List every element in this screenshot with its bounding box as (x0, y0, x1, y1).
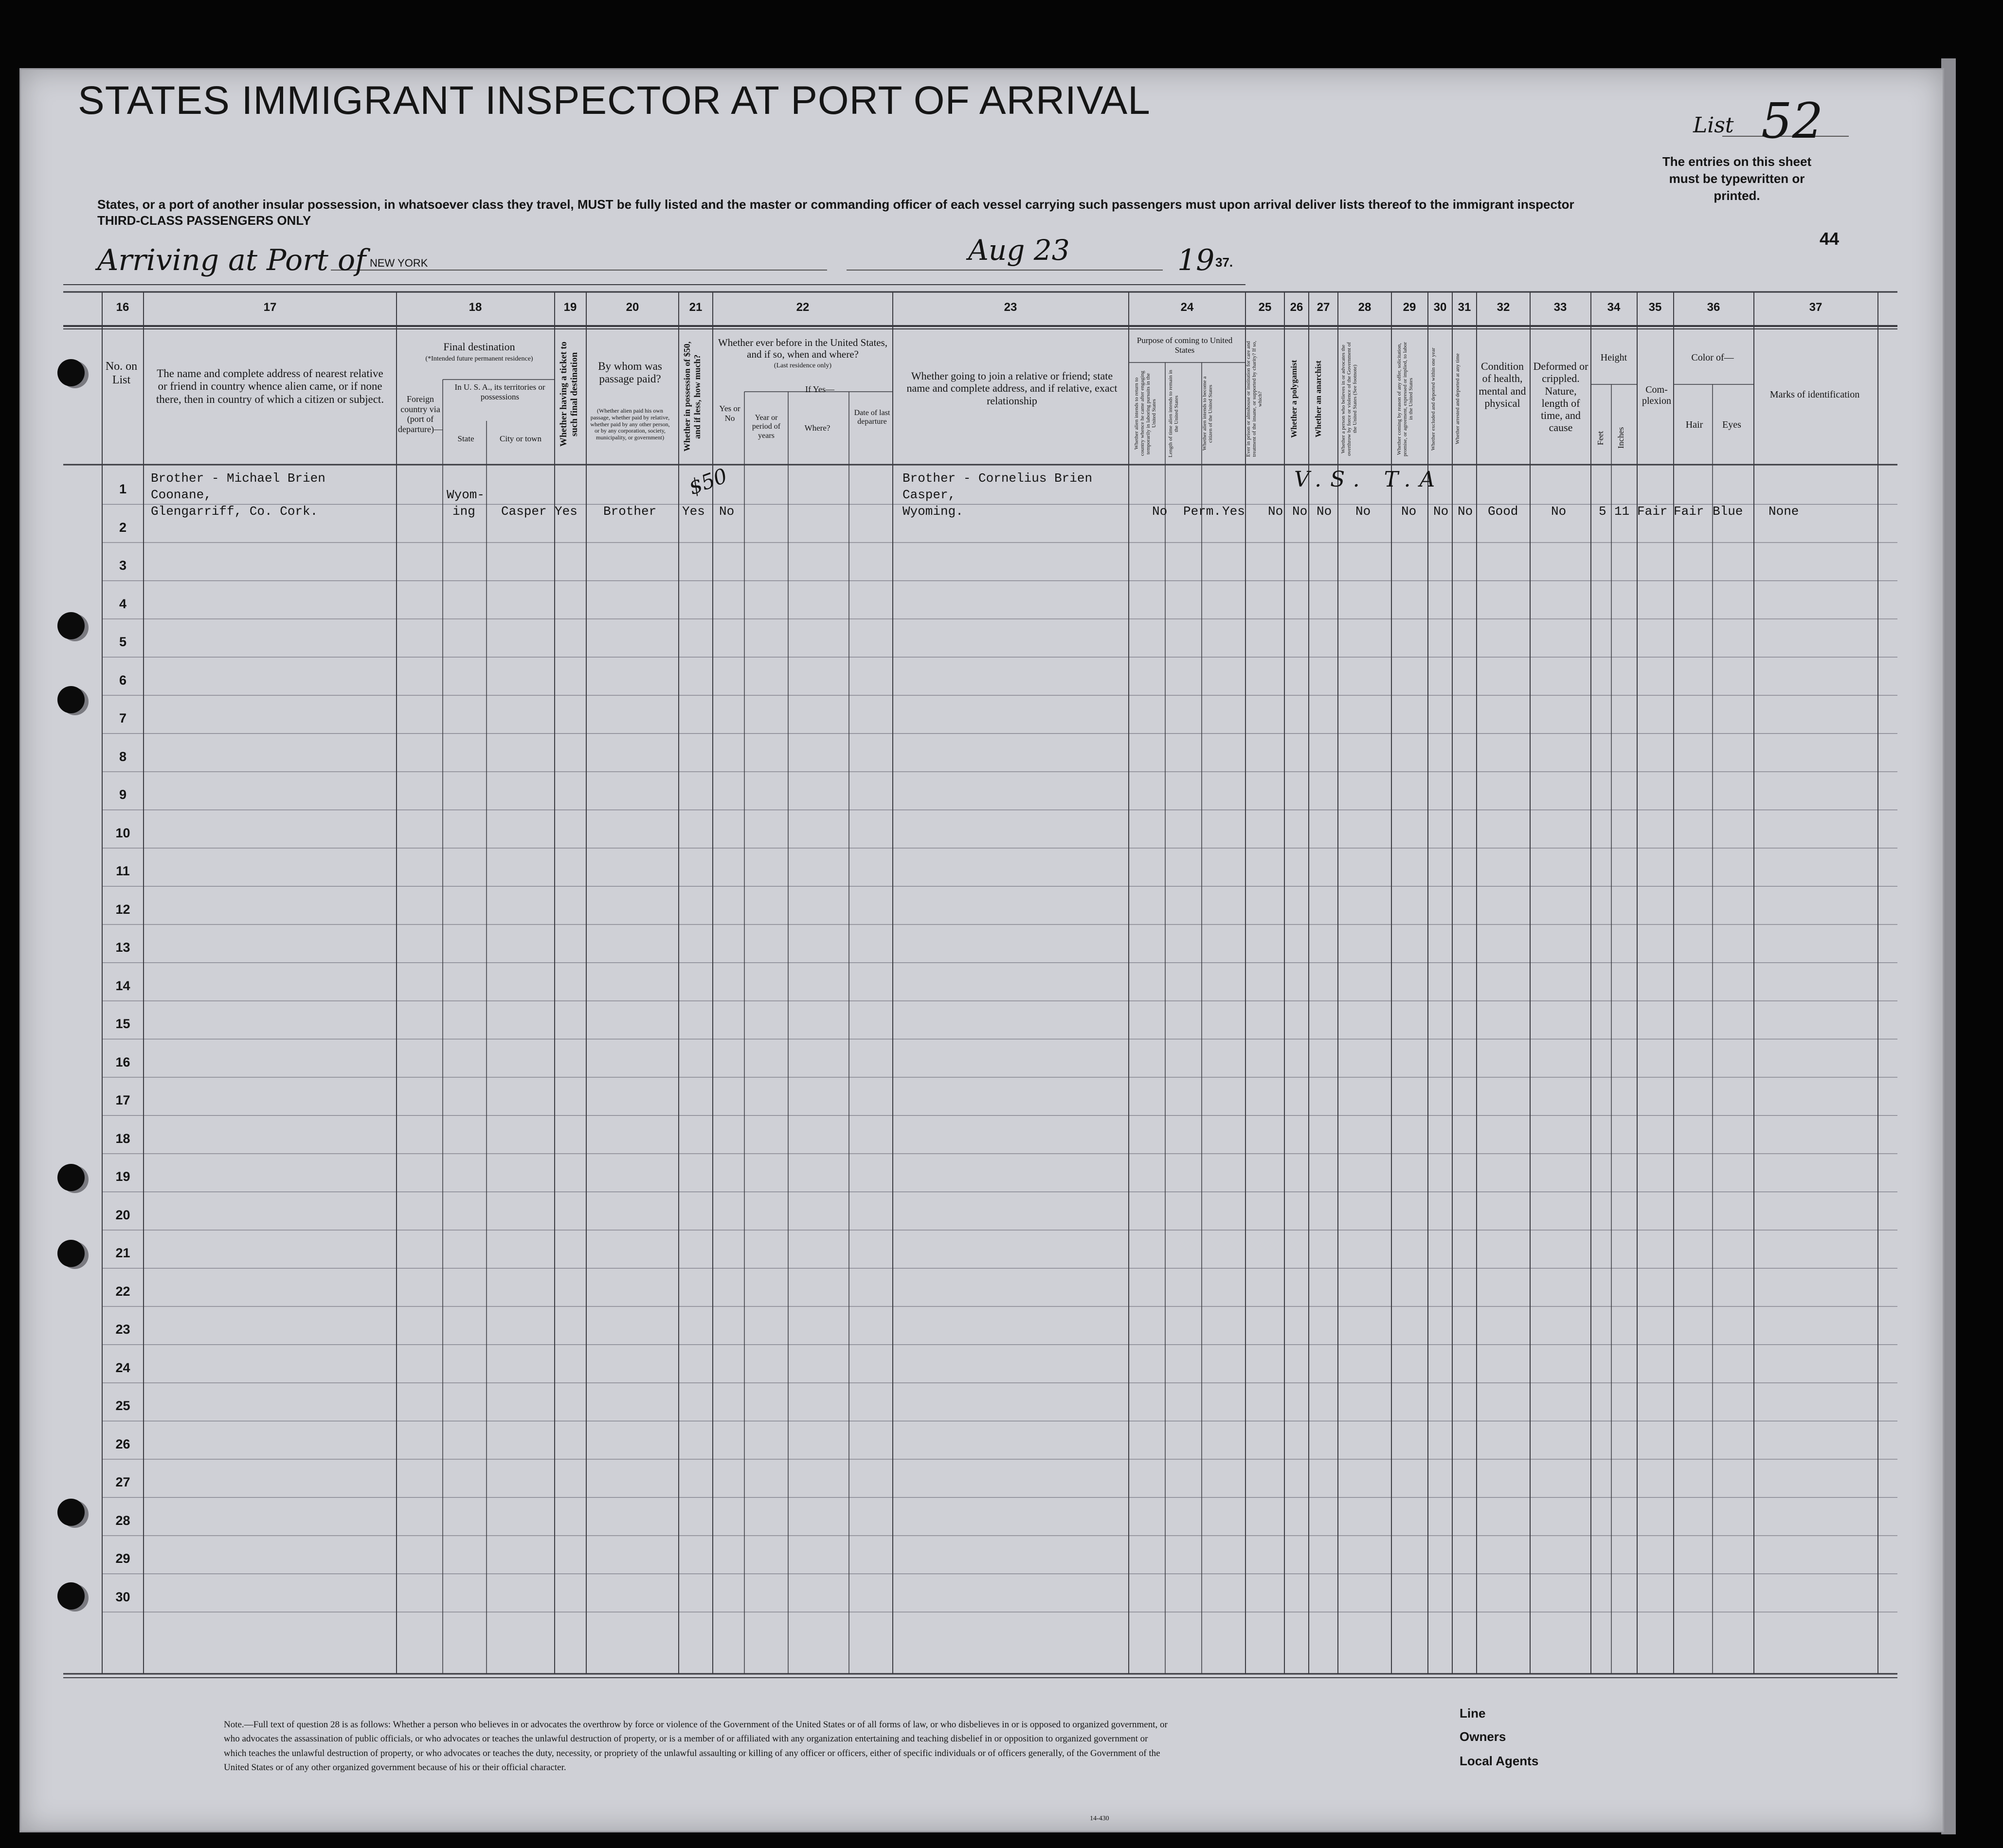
row1-state-line1: Wyom- (447, 488, 485, 502)
row1-city: Casper (501, 504, 547, 519)
row-number: 30 (115, 1589, 130, 1604)
column-number: 20 (626, 301, 639, 314)
row1-relative-line3: Glengarriff, Co. Cork. (151, 504, 318, 519)
column-number: 30 (1433, 301, 1447, 314)
row-number: 9 (119, 787, 127, 802)
column-number: 24 (1180, 301, 1194, 314)
column-number: 29 (1403, 301, 1416, 314)
punch-hole (57, 612, 85, 639)
column-number: 28 (1358, 301, 1371, 314)
row1-join-line2: Casper, (902, 488, 956, 502)
header-state: State (457, 434, 474, 443)
header-year-period: Year or period of years (752, 414, 781, 440)
row-number: 29 (115, 1551, 130, 1566)
header-q28: Whether a person who believes in or advocates the overthrow by force or violence of the Government of the United States (See footnote) (1340, 342, 1358, 456)
row1-relative-line1: Brother - Michael Brien (151, 471, 325, 486)
header-relative-abroad: The name and complete address of nearest relative or friend in country whence alien came, or if none there, then in country of which a citizen or subject. (156, 367, 384, 405)
header-condition: Condition of health, mental and physical (1479, 360, 1526, 409)
agents-label: Local Agents (1460, 1754, 1539, 1768)
header-ever-before-note: (Last residence only) (774, 362, 832, 369)
form-number: 14-430 (1090, 1815, 1109, 1822)
header-foreign-country: Foreign country via (port of departure)— (398, 394, 443, 435)
row-number: 27 (115, 1475, 130, 1489)
header-ever-before: Whether ever before in the United States, and if so, when and where? (718, 337, 888, 361)
row-number: 19 (115, 1169, 130, 1184)
row1-citizen: Yes (1222, 504, 1245, 519)
row1-anarchist: No (1317, 504, 1332, 519)
row1-ever-before: No (719, 504, 735, 519)
row1-q31: No (1458, 504, 1473, 519)
row1-q30: No (1433, 504, 1449, 519)
column-number: 34 (1607, 301, 1621, 314)
header-q29: Whether coming by reason of any offer, solicitation, promise, or agreement, expressed or implied, to labor in the United States (1396, 342, 1414, 456)
header-where: Where? (804, 423, 830, 433)
row1-eyes: Blue (1713, 504, 1743, 519)
arriving-label: Arriving at Port of (97, 243, 366, 277)
year-suffix: 37. (1215, 255, 1233, 270)
header-q30: Whether excluded and deported within one year (1430, 347, 1436, 451)
header-inches: Inches (1616, 427, 1625, 449)
header-feet: Feet (1596, 431, 1605, 445)
header-yes-no: Yes or No (719, 404, 740, 423)
header-joining: Whether going to join a relative or friend; state name and complete address, and if relative, exact relationship (906, 370, 1118, 407)
header-height: Height (1600, 352, 1627, 363)
row1-state-line2: ing (452, 504, 475, 519)
row-number: 28 (115, 1513, 130, 1528)
row-number: 21 (115, 1246, 130, 1260)
header-usa: In U. S. A., its territories or possessions (454, 382, 545, 401)
line-label: Line (1460, 1706, 1486, 1721)
row-number: 4 (119, 596, 127, 611)
row1-money-note: $50 (686, 463, 731, 500)
row-number: 13 (115, 940, 130, 955)
row-number: 17 (115, 1093, 130, 1107)
row-number: 24 (115, 1360, 130, 1375)
header-passage-paid: By whom was passage paid? (598, 360, 662, 385)
header-polygamist: Whether a polygamist (1289, 360, 1299, 438)
punch-hole (57, 1164, 85, 1191)
header-purpose-c: Whether alien intends to become a citizen of the United States (1202, 376, 1213, 451)
port-value: NEW YORK (370, 257, 428, 269)
row-number: 25 (115, 1398, 130, 1413)
header-city: City or town (500, 434, 541, 443)
column-number: 35 (1648, 301, 1662, 314)
row-number: 8 (119, 749, 127, 764)
row1-join-line1: Brother - Cornelius Brien (902, 471, 1093, 486)
header-eyes: Eyes (1722, 419, 1741, 430)
column-number: 27 (1317, 301, 1330, 314)
row1-marks: None (1768, 504, 1799, 519)
header-passage-paid-note: (Whether alien paid his own passage, whether paid by relative, whether paid by any other person, or by any corporation, society, municipality, or government) (590, 407, 670, 441)
row-number: 20 (115, 1207, 130, 1222)
row-number: 7 (119, 711, 127, 725)
subtitle-line: States, or a port of another insular possession, in whatsoever class they travel, MUST be fully listed and the master or commanding officer of each vessel carrying such passengers must upon arrival deliver lists thereof to the immigrant inspector (97, 197, 1574, 212)
row1-relative-line2: Coonane, (151, 488, 212, 502)
footnote-q28: Note.—Full text of question 28 is as follows: Whether a person who believes in or advocates the overthrow by force or violence of the Government of the United States or of all forms of law, or who disbelieves in or is opposed to organized government, or who advocates the assassination of public officials, or who advocates or teaches the unlawful destruction of property, or is a member of or affiliated with any organization entertaining and teaching disbelief in or opposition to organized government or which teaches the unlawful destruction of property, or who advocates or teaches the duty, necessity, or propriety of the unlawful assaulting or killing of any officer or officers, either of specific individuals or of officers generally, of the Government of the United States or of any other organized government because of his or their official character. (224, 1720, 1168, 1773)
row1-annotation: V.S. T.A (1294, 467, 1444, 492)
list-number: 52 (1761, 92, 1823, 149)
row1-prison: No (1268, 504, 1283, 519)
list-label: List (1693, 113, 1734, 138)
header-q31: Whether arrested and deported at any time (1455, 353, 1461, 445)
row1-q28: No (1355, 504, 1371, 519)
header-date-departure: Date of last departure (854, 409, 890, 426)
row-number: 1 (119, 482, 127, 496)
header-hair: Hair (1685, 419, 1703, 430)
punch-hole (57, 1582, 85, 1610)
header-marks: Marks of identification (1769, 389, 1860, 400)
header-final-destination-note: (*Intended future permanent residence) (425, 355, 533, 362)
column-number: 33 (1553, 301, 1567, 314)
row1-deformed: No (1551, 504, 1567, 519)
column-number: 22 (796, 301, 810, 314)
row-number: 15 (115, 1016, 130, 1031)
header-ticket: Whether having a ticket to such final destination (559, 341, 579, 447)
row1-q29: No (1401, 504, 1417, 519)
row-number: 3 (119, 558, 127, 573)
row-number: 10 (115, 825, 130, 840)
row-number: 2 (119, 520, 127, 535)
row1-ticket: Yes (555, 504, 577, 519)
row1-condition: Good (1488, 504, 1518, 519)
row-number: 14 (115, 978, 130, 993)
punch-hole (57, 686, 85, 713)
row1-complexion: Fair (1637, 504, 1668, 519)
row1-return: No (1152, 504, 1168, 519)
punch-hole (57, 359, 85, 386)
column-number: 25 (1258, 301, 1272, 314)
owners-label: Owners (1460, 1729, 1506, 1744)
row-number: 11 (116, 864, 130, 878)
column-number: 18 (469, 301, 482, 314)
column-number: 21 (689, 301, 703, 314)
year-prefix: 19 (1177, 243, 1215, 277)
header-color-of: Color of— (1691, 352, 1734, 363)
page-title: STATES IMMIGRANT INSPECTOR AT PORT OF ARRIVAL (78, 78, 1151, 123)
header-fifty-dollars: Whether in possession of $50, and if less, how much? (682, 341, 702, 452)
punch-hole (57, 1240, 85, 1267)
column-number: 23 (1004, 301, 1017, 314)
header-purpose: Purpose of coming to United States (1137, 336, 1233, 355)
page-number: 44 (1820, 229, 1840, 249)
column-number: 26 (1290, 301, 1303, 314)
row-number: 5 (119, 634, 127, 649)
header-if-yes: If Yes— (805, 384, 834, 394)
header-deformed: Deformed or crippled. Nature, length of time, and cause (1533, 360, 1588, 434)
row1-hair: Fair (1674, 504, 1704, 519)
header-anarchist: Whether an anarchist (1314, 360, 1323, 438)
column-number: 36 (1707, 301, 1720, 314)
row1-polygamist: No (1292, 504, 1308, 519)
column-number: 16 (116, 301, 129, 314)
column-number: 32 (1497, 301, 1510, 314)
header-purpose-a: Whether alien intends to return to country whence he came after engaging temporarily in laboring pursuits in the United States (1134, 371, 1157, 456)
row1-length: Perm. (1183, 504, 1222, 519)
row1-join-line3: Wyoming. (902, 504, 963, 519)
column-number: 17 (263, 301, 277, 314)
row-number: 12 (115, 902, 130, 917)
column-number: 37 (1809, 301, 1823, 314)
row1-inches: 11 (1614, 504, 1630, 519)
punch-hole (57, 1499, 85, 1526)
header-complexion: Com-plexion (1642, 384, 1671, 406)
row1-feet: 5 (1599, 504, 1606, 519)
entries-note: The entries on this sheet must be typewritten or printed. (1662, 154, 1812, 203)
row-number: 23 (115, 1322, 130, 1337)
header-final-destination: Final destination (443, 341, 515, 353)
header-no-on-list: No. on List (105, 360, 138, 386)
row-number: 16 (115, 1054, 130, 1069)
column-number: 31 (1458, 301, 1471, 314)
row-number: 18 (115, 1131, 130, 1146)
class-line: THIRD-CLASS PASSENGERS ONLY (97, 213, 311, 228)
header-purpose-b: Length of time alien intends to remain in the United States (1168, 370, 1179, 457)
row1-money: Yes (682, 504, 705, 519)
row1-paid-by: Brother (603, 504, 657, 519)
date-value: Aug 23 (968, 234, 1070, 267)
header-prison: Ever in prison or almshouse or institution for care and treatment of the insane, or supported by charity? If so, which? (1245, 341, 1263, 457)
row-number: 22 (115, 1284, 130, 1299)
row-number: 6 (119, 672, 127, 688)
row-number: 26 (115, 1436, 130, 1451)
column-number: 19 (563, 301, 577, 314)
